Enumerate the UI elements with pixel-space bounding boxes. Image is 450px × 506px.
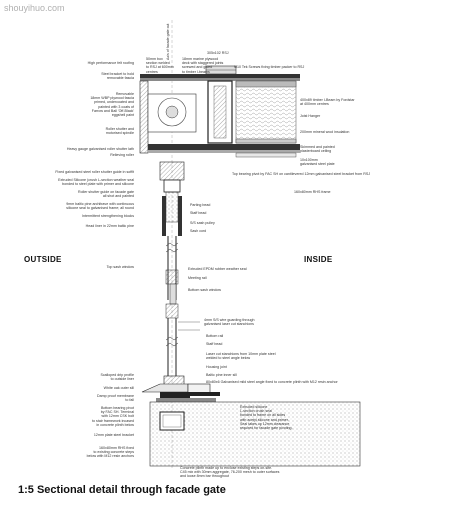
note-removable-fascia: Removable 18mm WBP plywood fascia primed, undercoated and painted with 3 coats of Farrow and Ball 'Off-Black' eggshell paint — [90, 92, 134, 118]
bottom-sash — [166, 304, 200, 376]
note-staff-bead-bottom: Staff bead — [206, 342, 223, 346]
note-plasterboard: Skimmed and painted plasterboard ceiling — [300, 145, 335, 154]
note-roller-shutter: Roller shutter and motorised spindle — [105, 127, 134, 136]
axis-note: Axis of facade gate cut — [166, 23, 170, 60]
note-wire-guarding: 4mm S/S wire guarding through galvanised laser cut stanchions — [204, 318, 255, 327]
note-housing-joint: Housing joint — [206, 365, 227, 369]
note-silicone-seal: Extruded Silicone (crush L-section weather seal bonded to steel plate with primer and silicone — [58, 178, 134, 187]
note-mineral-wool: 200mm mineral wool insulation — [300, 130, 350, 134]
note-sash-pulley: S/S sash pulley — [190, 221, 215, 225]
roof-assembly — [140, 66, 300, 157]
note-steel-angle: 80x80x6 Galvanised mild steel angle fixed to concrete plinth with M12 resin anchor — [206, 380, 338, 384]
note-bottom-rail: Bottom rail — [206, 334, 224, 338]
note-top-pivot: Top bearing pivot by FAC SH on cantilevered 12mm galvanised steel bracket from RSJ — [232, 172, 371, 176]
note-joist-hanger: Joist Hanger — [300, 114, 321, 118]
note-felt-roofing: High performance felt roofing — [87, 61, 134, 65]
note-box-section: 50mm box section welded to RSJ at 600mm centres — [146, 57, 174, 74]
note-architrave: 9mm baltic pine architrave with continuous silicone seal to galvanised frame; all round — [66, 202, 134, 211]
note-timber-ibeam: 400x89 timber I-Beam by Fordstar at 400mm centres — [300, 98, 355, 107]
note-inner-sill: Baltic pine inner sill — [206, 373, 237, 377]
note-relieving-roller: Relieving roller — [110, 153, 134, 157]
note-bottom-sash: Bottom sash window — [188, 288, 221, 292]
drawing-title: 1:5 Sectional detail through facade gate — [18, 484, 226, 496]
note-damp-proof: Damp proof membrane to fall — [97, 394, 134, 403]
note-meeting-rail: Meeting rail — [188, 276, 207, 280]
note-plywood-deck: 18mm marine plywood deck with staggered joints screwed and glued to timber l-beams — [182, 57, 224, 74]
note-steel-plate: 10x100mm galvanised steel plate — [300, 158, 335, 167]
note-rhs-fixed: 160x80mm RHS fixed to existing concrete steps below with M12 resin anchors — [86, 446, 134, 459]
outside-label: OUTSIDE — [24, 255, 62, 264]
note-parting-bead: Parting bead — [190, 203, 211, 207]
note-top-sash: Top sash window — [106, 265, 134, 269]
note-shutter-guide-soffit: Fixed galvanised steel roller shutter guide in soffit — [55, 170, 134, 174]
note-drip-profile: Scalloped drip profile to outside liner — [100, 373, 134, 382]
gate-head — [160, 162, 184, 236]
inside-label: INSIDE — [304, 255, 333, 264]
note-staff-bead-top: Staff bead — [190, 211, 207, 215]
note-head-liner: Head liner in 22mm baltic pine — [85, 224, 134, 228]
note-rsj: 305x102 RSJ — [207, 51, 229, 55]
note-steel-bracket: Steel bracket to hold removable fascia — [101, 72, 134, 81]
note-concrete-plinth: Concrete plinth made up to enclose existing steps on-site. C45 mix with 30mm aggregate, 76-200 mesh to outer surfaces and loose 8mm bar throughout — [180, 466, 280, 479]
note-outer-sill: White oak outer sill — [103, 386, 134, 390]
note-sash-cord: Sash cord — [190, 229, 207, 233]
note-bottom-pivot: Bottom bearing pivot by FAC SH. Terminal with 12mm CSK bolt to stair framework incased in concrete plinth below — [92, 406, 134, 427]
note-crush-seal: Extruded silicone L-section crush seal bonded to frame on all sides with acetyl silicone and primer. Seal takes up 12mm clearance required for facade gate pivoting. — [240, 405, 293, 431]
note-shutter-guide-gate: Roller shutter guide on facade gate all shot and painted — [78, 190, 134, 199]
note-strengthening-blocks: Intermittent strengthening blocks — [82, 214, 134, 218]
note-shutter-lath: Heavy gauge galvanised roller shutter lath — [66, 147, 134, 151]
note-plate-bracket: 12mm plate steel bracket — [93, 433, 134, 437]
note-tek-screws: M10 Tek Screws fixing timber packer to RSJ — [234, 65, 305, 69]
watermark: shouyihuo.com — [4, 3, 65, 13]
note-laser-stanchions: Laser cut stanchions from 10mm plate steel welded to steel angle below — [206, 352, 276, 361]
note-rhs-frame: 160x80mm RHS frame — [294, 190, 331, 194]
note-epdm-seal: Extruded EPDM rubber weather seal — [188, 267, 247, 271]
